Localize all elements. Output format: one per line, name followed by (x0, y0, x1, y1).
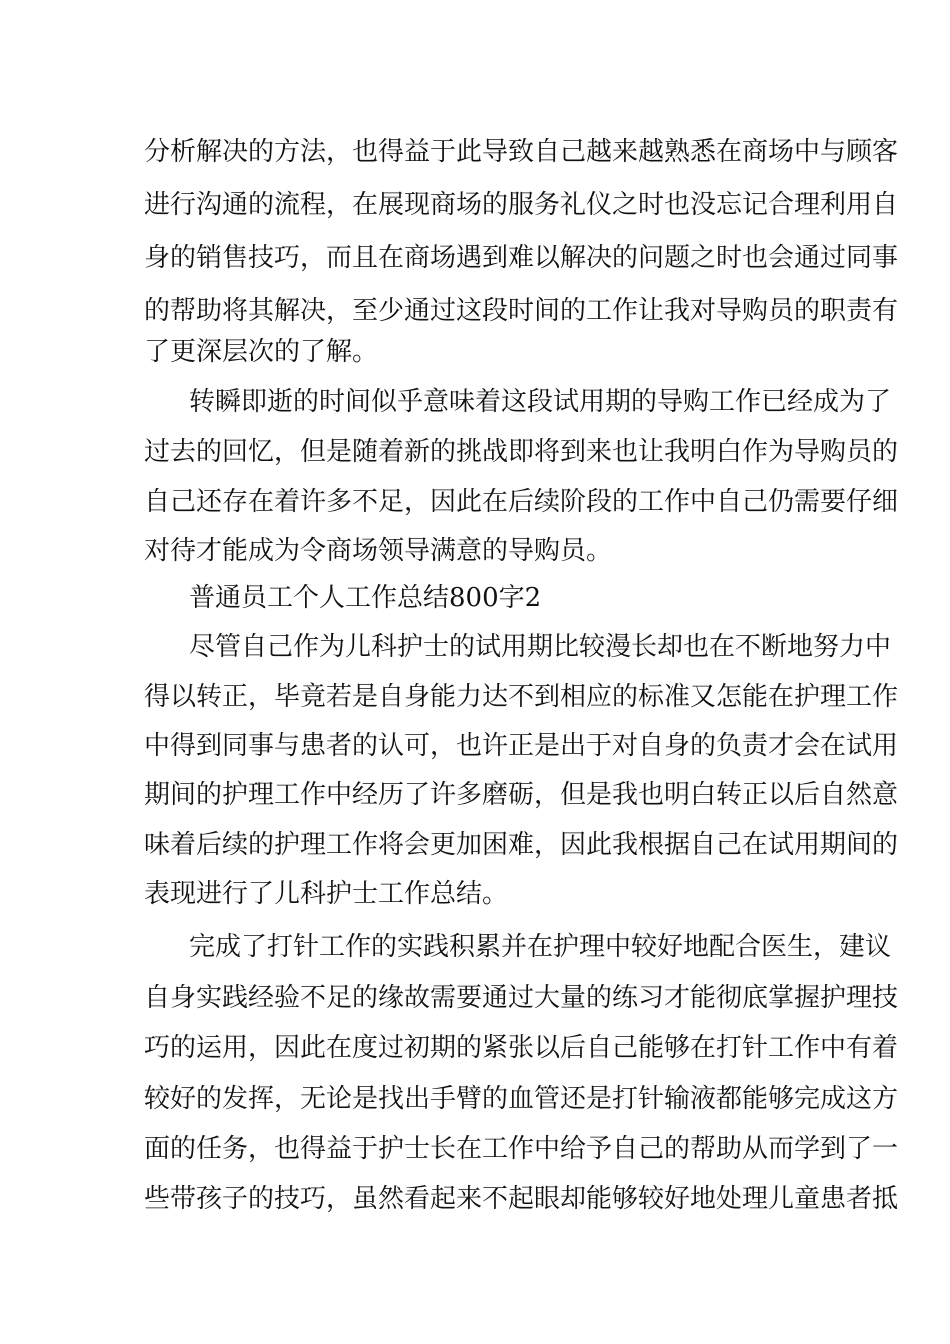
line-text: 巧的运用，因此在度过初期的紧张以后自己能够在打针工作中有着 (144, 1033, 899, 1063)
text-line (0, 234, 950, 282)
text-line (0, 821, 950, 869)
text-line (0, 623, 950, 671)
text-line (0, 722, 950, 770)
section-heading: 普通员工个人工作总结800字2 (189, 583, 542, 613)
paragraph-first-line: 完成了打针工作的实践积累并在护理中较好地配合医生，建议 (189, 932, 892, 962)
line-text: 较好的发挥，无论是找出手臂的血管还是打针输液都能够完成这方 (144, 1084, 899, 1114)
text-line (0, 923, 950, 971)
line-text: 进行沟通的流程，在展现商场的服务礼仪之时也没忘记合理利用自 (144, 190, 899, 220)
text-line (0, 673, 950, 721)
line-text: 自己还存在着许多不足，因此在后续阶段的工作中自己仍需要仔细 (144, 487, 899, 517)
text-line (0, 181, 950, 229)
text-line (0, 328, 950, 376)
text-line (0, 478, 950, 526)
line-text: 过去的回忆，但是随着新的挑战即将到来也让我明白作为导购员的 (144, 437, 899, 467)
line-text: 得以转正，毕竟若是自身能力达不到相应的标准又怎能在护理工作 (144, 682, 899, 712)
text-line (0, 1125, 950, 1173)
line-text: 了更深层次的了解。 (144, 337, 379, 367)
text-line (0, 771, 950, 819)
text-line (0, 1075, 950, 1123)
paragraph-first-line: 转瞬即逝的时间似乎意味着这段试用期的导购工作已经成为了 (189, 387, 892, 417)
line-text: 味着后续的护理工作将会更加困难，因此我根据自己在试用期间的 (144, 830, 899, 860)
line-text: 面的任务，也得益于护士长在工作中给予自己的帮助从而学到了一 (144, 1134, 899, 1164)
text-line (0, 128, 950, 176)
text-line (0, 1024, 950, 1072)
line-text: 分析解决的方法，也得益于此导致自己越来越熟悉在商场中与顾客 (144, 137, 899, 167)
text-line (0, 1175, 950, 1223)
line-text: 身的销售技巧，而且在商场遇到难以解决的问题之时也会通过同事 (144, 243, 899, 273)
text-line (0, 974, 950, 1022)
line-text: 中得到同事与患者的认可，也许正是出于对自身的负责才会在试用 (144, 731, 899, 761)
line-text: 期间的护理工作中经历了许多磨砺，但是我也明白转正以后自然意 (144, 780, 899, 810)
paragraph-first-line: 尽管自己作为儿科护士的试用期比较漫长却也在不断地努力中 (189, 632, 892, 662)
line-text: 对待才能成为令商场领导满意的导购员。 (144, 536, 613, 566)
line-text: 些带孩子的技巧，虽然看起来不起眼却能够较好地处理儿童患者抵 (144, 1184, 899, 1214)
text-line (0, 378, 950, 426)
text-line (0, 574, 950, 622)
line-text: 表现进行了儿科护士工作总结。 (144, 879, 509, 909)
text-line (0, 870, 950, 918)
text-line (0, 428, 950, 476)
line-text: 自身实践经验不足的缘故需要通过大量的练习才能彻底掌握护理技 (144, 983, 899, 1013)
text-line (0, 527, 950, 575)
line-text: 的帮助将其解决，至少通过这段时间的工作让我对导购员的职责有 (144, 296, 899, 326)
